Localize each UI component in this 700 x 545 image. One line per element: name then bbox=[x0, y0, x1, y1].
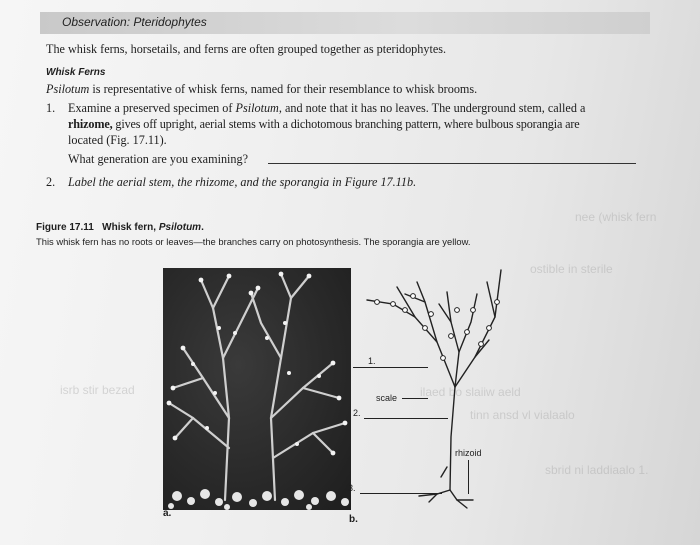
step-2-text: Label the aerial stem, the rhizome, and the sporangia in Figure 17.11b. bbox=[68, 175, 417, 189]
label-3: 3. bbox=[348, 483, 356, 493]
panel-a-label: a. bbox=[163, 508, 172, 519]
psilotum-drawing bbox=[355, 262, 515, 512]
section-header: Observation: Pteridophytes bbox=[62, 15, 207, 29]
figure-number: Figure 17.11 bbox=[36, 222, 94, 233]
photo-branches bbox=[163, 268, 351, 510]
label-2: 2. bbox=[353, 408, 361, 418]
scale-line bbox=[402, 398, 428, 399]
section-lead bbox=[46, 82, 477, 97]
panel-b-label: b. bbox=[349, 514, 358, 525]
step-1-genus: Psilotum bbox=[235, 101, 279, 115]
lead-text: is representative of whisk ferns, named for their resemblance to whisk brooms. bbox=[89, 82, 478, 96]
leader-line-2 bbox=[364, 418, 448, 419]
step-1-line-1 bbox=[68, 101, 585, 116]
figure-title-text: Whisk fern, bbox=[102, 222, 159, 233]
psilotum-photo bbox=[163, 268, 351, 510]
step-1-line-2-rest: gives off upright, aerial stems with a dichotomous branching pattern, where bulbous sporangia are bbox=[112, 117, 580, 131]
figure-title-end: . bbox=[201, 222, 204, 233]
figure-title bbox=[36, 222, 204, 233]
step-1-line-2 bbox=[68, 117, 580, 132]
section-heading: Whisk Ferns bbox=[46, 67, 106, 78]
step-1-line-3: located (Fig. 17.11). bbox=[68, 133, 167, 147]
step-1-line-1a: Examine a preserved specimen of bbox=[68, 101, 236, 115]
answer-line[interactable] bbox=[268, 163, 636, 164]
step-1-number: 1. bbox=[46, 101, 56, 115]
label-1: 1. bbox=[368, 356, 376, 366]
figure-caption: This whisk fern has no roots or leaves—the branches carry on photosynthesis. The sporangia are yellow. bbox=[36, 236, 471, 247]
step-2-number: 2. bbox=[46, 175, 56, 189]
leader-line-1 bbox=[353, 367, 428, 368]
rhizome-term: rhizome, bbox=[68, 117, 113, 131]
genus-name: Psilotum bbox=[46, 82, 90, 96]
drawing-lines bbox=[355, 262, 515, 512]
step-1-question: What generation are you examining? bbox=[68, 152, 249, 166]
rhizoid-label: rhizoid bbox=[455, 448, 482, 458]
rhizoid-leader bbox=[468, 460, 470, 494]
leader-line-3 bbox=[360, 493, 442, 494]
step-1-line-1b: , and note that it has no leaves. The underground stem, called a bbox=[278, 101, 586, 115]
scale-label: scale bbox=[376, 393, 398, 403]
figure-genus: Psilotum bbox=[158, 222, 202, 233]
textbook-page: nee (whisk fern ostible in sterile isrb stir bezad ilaed bo slaiiw aeld tinn ansd vl vialaalo sbrid ni laddiaalo 1. Observation: Pteridophytes The whisk ferns, horsetails, and ferns are often grouped together as pteridophytes. Whisk Ferns Psilotum is representative of whisk ferns, named for their resemblance to whisk brooms. 1. Examine a preserved specimen of Psilotum, and note that it has no leaves. The underground stem, called a rhizome, gives off upright, aerial stems with a dichotomous branching pattern, where bulbous sporangia are located (Fig. 17.11). What generation are you examining? 2. Label the aerial stem, the rhizome, and the sporangia in Figure 17.11b. Figure 17.11 Whisk fern, Psilotum. This whisk fern has no roots or leaves—the branches carry on photosynthesis. The sporangia are yellow. a. 1. scale 2. rhizoid 3. b. bbox=[0, 0, 700, 545]
intro-paragraph: The whisk ferns, horsetails, and ferns are often grouped together as pteridophytes. bbox=[46, 42, 447, 56]
